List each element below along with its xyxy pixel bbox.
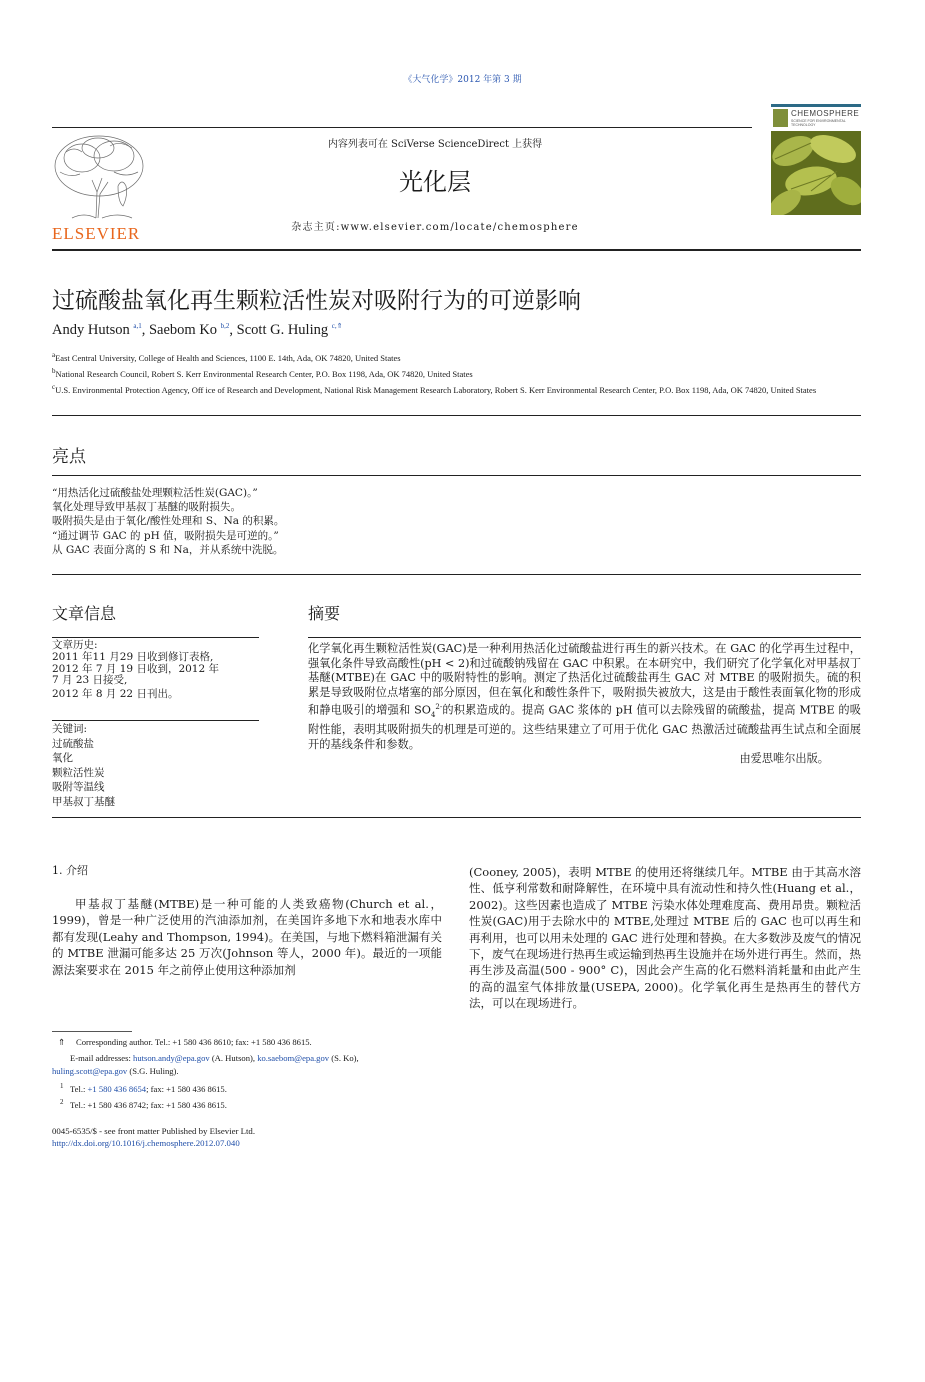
keyword[interactable]: 吸附等温线 (52, 781, 105, 794)
keyword[interactable]: 甲基叔丁基醚 (52, 795, 115, 808)
cover-title: CHEMOSPHERE (791, 109, 860, 118)
footnotes (52, 1036, 442, 1112)
history-label: 文章历史: (52, 639, 98, 651)
email-footnote-cont: huling.scott@epa.gov (S.G. Huling). (52, 1066, 179, 1076)
highlights-bottom-rule (52, 574, 861, 575)
highlights-rule (52, 475, 861, 476)
author-marks: c,⇑ (331, 322, 343, 331)
intro-heading: 1. 介绍 (52, 864, 88, 877)
publisher-note: 由爱思唯尔出版。 (739, 752, 829, 766)
email-link[interactable]: hutson.andy@epa.gov (133, 1052, 210, 1063)
highlights-list (52, 486, 284, 557)
author-name[interactable]: Andy Hutson (52, 322, 130, 338)
cover-header (771, 104, 861, 131)
journal-homepage: 杂志主页:www.elsevier.com/locate/chemosphere (291, 222, 579, 233)
history-line: 2011 年11 月29 日收到修订表格, (52, 650, 214, 663)
issn-line: 0045-6535/$ - see front matter Published by Elsevier Ltd. (52, 1126, 256, 1136)
affiliation-item: $^a$East Central University, College of Health and Sciences, 1100 E. 14th, Ada, OK 74820, United States (52, 351, 401, 363)
highlight-item: “用热活化过硫酸盐处理颗粒活性炭(GAC)。” (52, 487, 258, 499)
abstract-heading: 摘要 (308, 604, 341, 623)
author-list (52, 322, 342, 339)
leaf-photo-icon (771, 131, 861, 215)
history-line: 7 月 23 日接受, (52, 674, 128, 687)
highlight-item: 吸附损失是由于氧化/酸性处理和 S、Na 的积累。 (52, 515, 285, 528)
author-separator: , (229, 322, 237, 338)
footnote-rule (52, 1031, 132, 1032)
cover-emblem (773, 109, 788, 127)
author-marks: a,1 (133, 322, 142, 331)
article-info-rule (52, 637, 259, 638)
affiliations (52, 349, 842, 396)
abstract-subscript: 4 (430, 711, 436, 720)
keyword[interactable]: 过硫酸盐 (52, 737, 94, 750)
elsevier-tree-icon (52, 132, 146, 220)
cover-subtitle: SCIENCE FOR ENVIRONMENTAL TECHNOLOGY (791, 119, 846, 127)
author-marks: b,2 (220, 322, 230, 331)
keyword[interactable]: 氧化 (52, 752, 73, 765)
contents-availability-line: 内容列表可在 SciVerse ScienceDirect 上获得 (327, 139, 543, 150)
article-title: 过硫酸盐氧化再生颗粒活性炭对吸附行为的可逆影响 (52, 288, 581, 314)
phone-link[interactable]: +1 580 436 8654 (87, 1083, 147, 1094)
doi-link[interactable]: http://dx.doi.org/10.1016/j.chemosphere.2012.07.040 (52, 1138, 240, 1148)
author-separator: , (141, 322, 149, 338)
highlights-heading: 亮点 (52, 447, 86, 467)
intro-left-paragraph: 甲基叔丁基醚(MTBE)是一种可能的人类致癌物(Church et al.， 1999)，曾是一种广泛使用的汽油添加剂，在美国许多地下水和地表水库中都有发现(Leahy and Thompson, 1994)。在美国，与地下燃料箱泄漏有关的 MTBE 泄漏可能多达 25 万次(Johnson 等人，2000 年)。最近的一项能源法案要求在 2015 年之前停止使用这种添加剂 (52, 897, 442, 977)
abstract-rule (308, 637, 861, 638)
email-footnote: E-mail addresses: hutson.andy@epa.gov (A. Hutson), ko.saebom@epa.gov (S. Ko), (70, 1052, 359, 1063)
footnote-mark: ⇑ (58, 1037, 66, 1047)
highlight-item: “通过调节 GAC 的 pH 值，吸附损失是可逆的。” (52, 529, 279, 542)
masthead-top-rule (52, 127, 752, 128)
journal-title: 光化层 (399, 168, 471, 196)
affiliation-item: $^b$National Research Council, Robert S. Kerr Environmental Research Center, P.O. Box 1198, Ada, OK 74820, United States (52, 366, 473, 379)
author-name[interactable]: Saebom Ko (148, 322, 218, 338)
abstract-body (308, 642, 861, 767)
highlight-item: 氧化处理导致甲基叔丁基醚的吸附损失。 (52, 501, 241, 514)
keywords (52, 722, 115, 810)
keywords-label: 关键词: (52, 723, 88, 735)
keywords-rule (52, 720, 259, 721)
affiliation-item: $^c$U.S. Environmental Protection Agency, Off ice of Research and Development, National Risk Management Research Laboratory, Robert S. Kerr Environmental Research Center, P.O. Box 1198, Ada, OK 74820, United States (52, 382, 817, 395)
highlight-item: 从 GAC 表面分离的 S 和 Na，并从系统中洗脱。 (52, 543, 284, 556)
keyword[interactable]: 颗粒活性炭 (52, 766, 105, 779)
publisher-wordmark: ELSEVIER (52, 224, 141, 243)
journal-cover (771, 104, 861, 215)
footnote-2: 2 Tel.: +1 580 436 8742; fax: +1 580 436 8615. (60, 1097, 227, 1110)
article-info-heading: 文章信息 (52, 604, 117, 623)
footnote-1: 1 Tel.: +1 580 436 8654; fax: +1 580 436 8615. (60, 1081, 227, 1094)
corresponding-footnote: ⇑ Corresponding author. Tel.: +1 580 436 8610; fax: +1 580 436 8615. (52, 1036, 442, 1050)
affiliations-rule (52, 415, 861, 416)
abstract-text: 化学氧化再生颗粒活性炭(GAC)是一种利用热活化过硫酸盐进行再生的新兴技术。在 GAC 的化学再生过程中，强氧化条件导致高酸性(pH < 2)和过硫酸钠残留在 GAC 中积累。在本研究中，我们研究了化学氧化对甲基叔丁基醚(MTBE)在 GAC 中的吸附特性的影响。测定了热活化过硫酸盐再生 GAC 对 MTBE 的吸附损失。硫的积累是导致吸附位点堵塞的部分原因，但在氧化和酸性条件下，吸附损失被放大，这是由于酸性表面氧化物的形成和静电吸引的增强和 SO (308, 642, 861, 718)
email-link[interactable]: ko.saebom@epa.gov (257, 1052, 330, 1063)
author-name[interactable]: Scott G. Huling (236, 322, 329, 338)
abstract-text: 的积累造成的。提高 GAC 浆体的 pH 值可以去除残留的硫酸盐，提高 MTBE 的吸附性能，表明其吸附损失的机理是可逆的。这些结果建立了可用于优化 GAC 热激活过硫酸盐再生试点和全面展开的基线条件和参数。 (308, 704, 861, 751)
article-history (52, 640, 259, 701)
history-line: 2012 年 8 月 22 日刊出。 (52, 688, 179, 701)
abstract-superscript: 2- (435, 703, 443, 712)
email-link[interactable]: huling.scott@epa.gov (52, 1066, 128, 1076)
elsevier-logo (52, 132, 146, 243)
intro-right-paragraph: (Cooney, 2005)，表明 MTBE 的使用还将继续几年。MTBE 由于其高水溶性、低亨利常数和耐降解性，在环境中具有流动性和持久性(Huang et al.， 2002)。这些因素也造成了 MTBE 污染水体处理难度高、费用昂贵。颗粒活性炭(GAC)用于去除水中的 MTBE,处理过 MTBE 后的 GAC 也可以再生和再利用，也可以用未处理的 GAC 进行处理和替换。在大多数涉及废气的情况下，废气在现场进行热再生或运输到热再生设施并在场外进行再生。然而，热再生涉及高温(500 - 900° C)，因此会产生高的化石燃料消耗量和由此产生的高的温室气体排放量(USEPA, 2000)。化学氧化再生是热再生的替代方法，可以在现场进行。 (469, 865, 861, 1011)
history-line: 2012 年 7 月 19 日收到，2012 年 (52, 662, 220, 675)
abstract-bottom-rule (52, 817, 861, 818)
running-header: 《大气化学》2012 年第 3 期 (403, 75, 522, 85)
masthead-bottom-rule (52, 249, 861, 251)
